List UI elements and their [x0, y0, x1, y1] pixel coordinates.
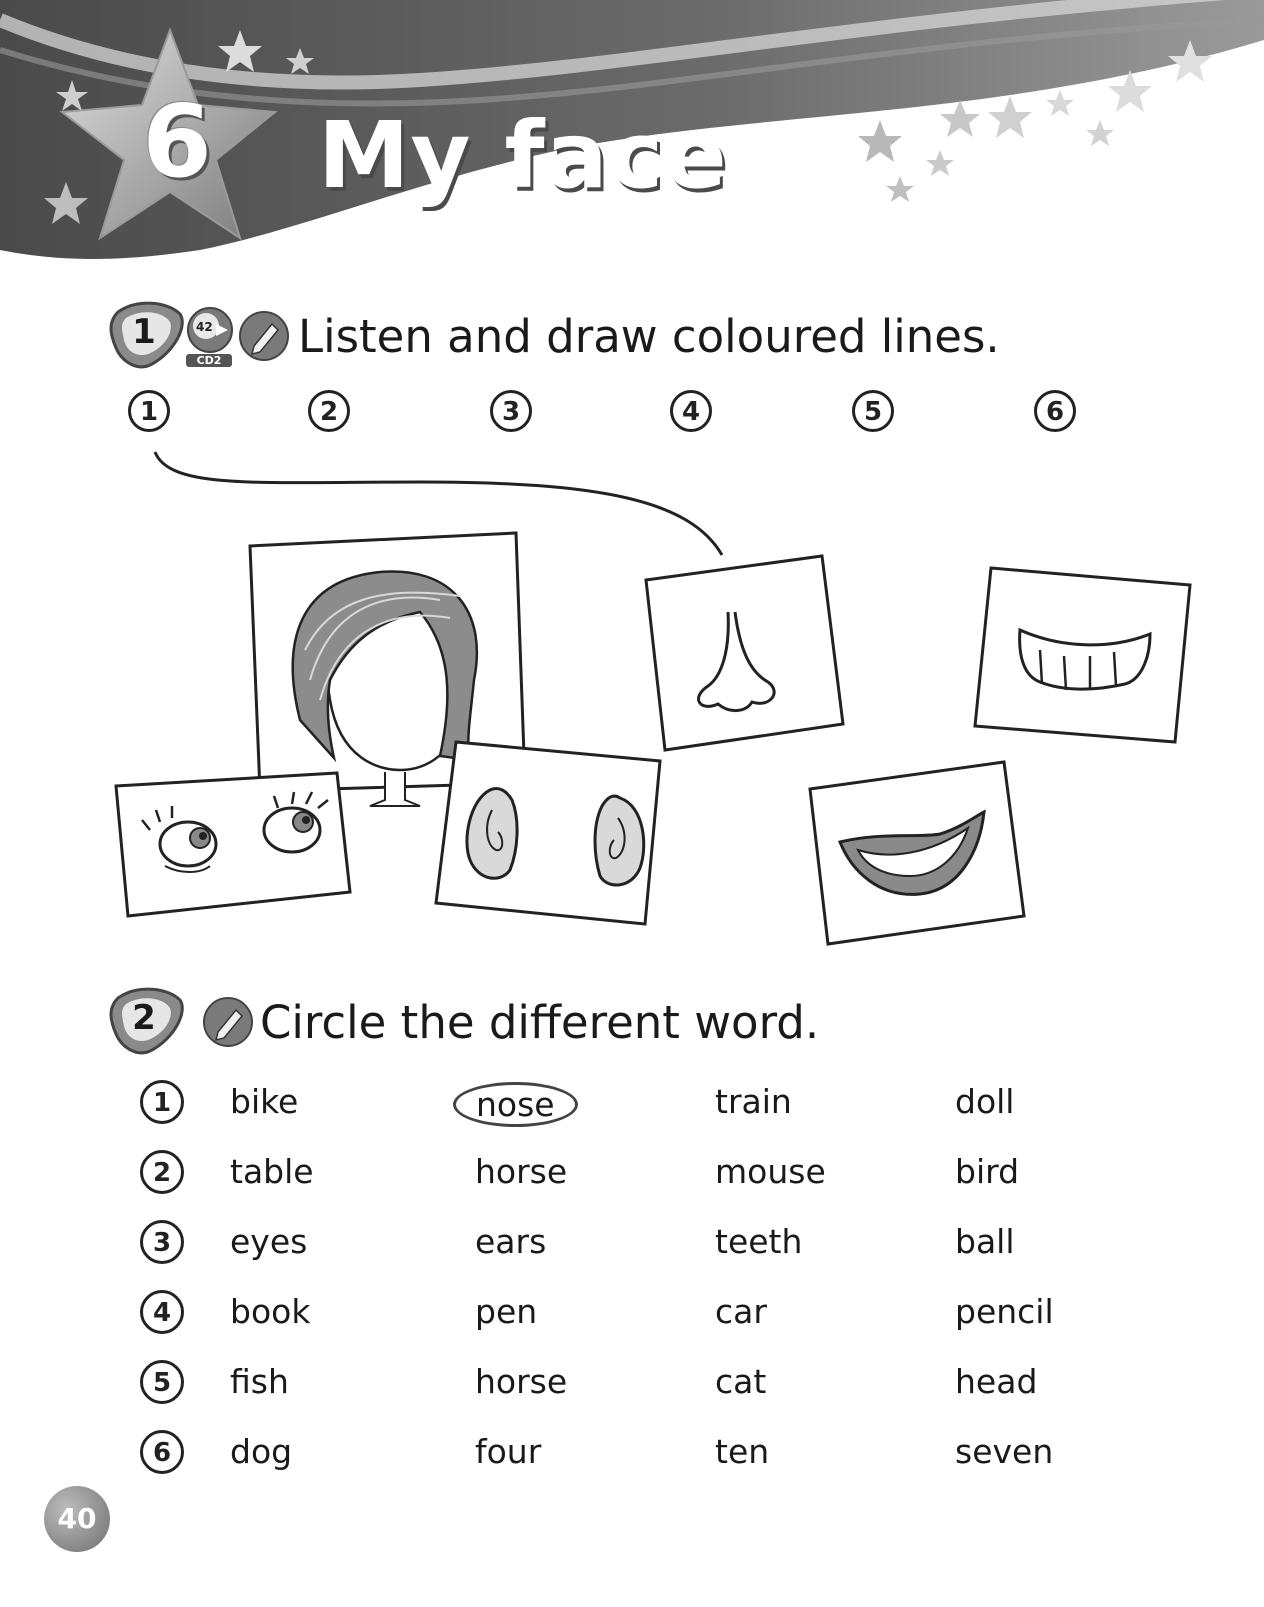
- pencil-icon: [202, 996, 254, 1048]
- unit-number: 6: [142, 83, 212, 200]
- exercise1-item-number[interactable]: 5: [852, 390, 894, 432]
- word-option[interactable]: ball: [955, 1222, 1015, 1261]
- page-number: 40: [44, 1486, 110, 1552]
- word-option[interactable]: car: [715, 1292, 767, 1331]
- word-option[interactable]: head: [955, 1362, 1038, 1401]
- exercise1-item-number[interactable]: 2: [308, 390, 350, 432]
- row-number: 4: [140, 1290, 184, 1334]
- exercise2-instruction: Circle the different word.: [260, 995, 820, 1049]
- word-option[interactable]: cat: [715, 1362, 767, 1401]
- word-option[interactable]: pencil: [955, 1292, 1054, 1331]
- pencil-icon: [238, 310, 290, 362]
- unit-title: My face: [318, 102, 728, 209]
- word-option[interactable]: mouse: [715, 1152, 826, 1191]
- word-option[interactable]: ears: [475, 1222, 547, 1261]
- word-option[interactable]: table: [230, 1152, 314, 1191]
- word-option[interactable]: dog: [230, 1432, 293, 1471]
- word-option[interactable]: horse: [475, 1362, 568, 1401]
- exercise1-number: 1: [132, 312, 156, 352]
- exercise1-badge: [108, 300, 186, 372]
- exercise1-heading: [108, 300, 1000, 372]
- word-option[interactable]: horse: [475, 1152, 568, 1191]
- row-number: 2: [140, 1150, 184, 1194]
- exercise1-instruction: Listen and draw coloured lines.: [298, 309, 1000, 363]
- row-number: 1: [140, 1080, 184, 1124]
- word-option[interactable]: ten: [715, 1432, 770, 1471]
- word-option[interactable]: doll: [955, 1082, 1015, 1121]
- row-number: 6: [140, 1430, 184, 1474]
- row-number: 5: [140, 1360, 184, 1404]
- exercise1-item-number[interactable]: 4: [670, 390, 712, 432]
- eyes-picture[interactable]: [116, 773, 350, 916]
- exercise2-number: 2: [132, 998, 156, 1038]
- word-option[interactable]: book: [230, 1292, 311, 1331]
- teeth-picture[interactable]: [975, 568, 1190, 742]
- exercise2-badge: [108, 986, 186, 1058]
- audio-disc-label: CD2: [186, 354, 232, 367]
- audio-track-number: 42: [196, 320, 213, 334]
- exercise2-heading: [108, 986, 819, 1058]
- word-option[interactable]: pen: [475, 1292, 538, 1331]
- word-option[interactable]: bike: [230, 1082, 299, 1121]
- word-option[interactable]: train: [715, 1082, 792, 1121]
- word-option[interactable]: eyes: [230, 1222, 308, 1261]
- audio-cd-icon: [186, 306, 238, 366]
- word-option-circled[interactable]: nose: [453, 1082, 578, 1127]
- word-option[interactable]: bird: [955, 1152, 1020, 1191]
- nose-picture[interactable]: [646, 556, 843, 750]
- row-number: 3: [140, 1220, 184, 1264]
- ears-picture[interactable]: [436, 742, 660, 924]
- word-option[interactable]: seven: [955, 1432, 1054, 1471]
- exercise1-item-number[interactable]: 1: [128, 390, 170, 432]
- face-pictures: [0, 440, 1264, 960]
- word-option[interactable]: teeth: [715, 1222, 803, 1261]
- word-option[interactable]: four: [475, 1432, 542, 1471]
- word-option[interactable]: fish: [230, 1362, 289, 1401]
- exercise1-item-number[interactable]: 6: [1034, 390, 1076, 432]
- exercise1-item-number[interactable]: 3: [490, 390, 532, 432]
- mouth-picture[interactable]: [810, 762, 1024, 944]
